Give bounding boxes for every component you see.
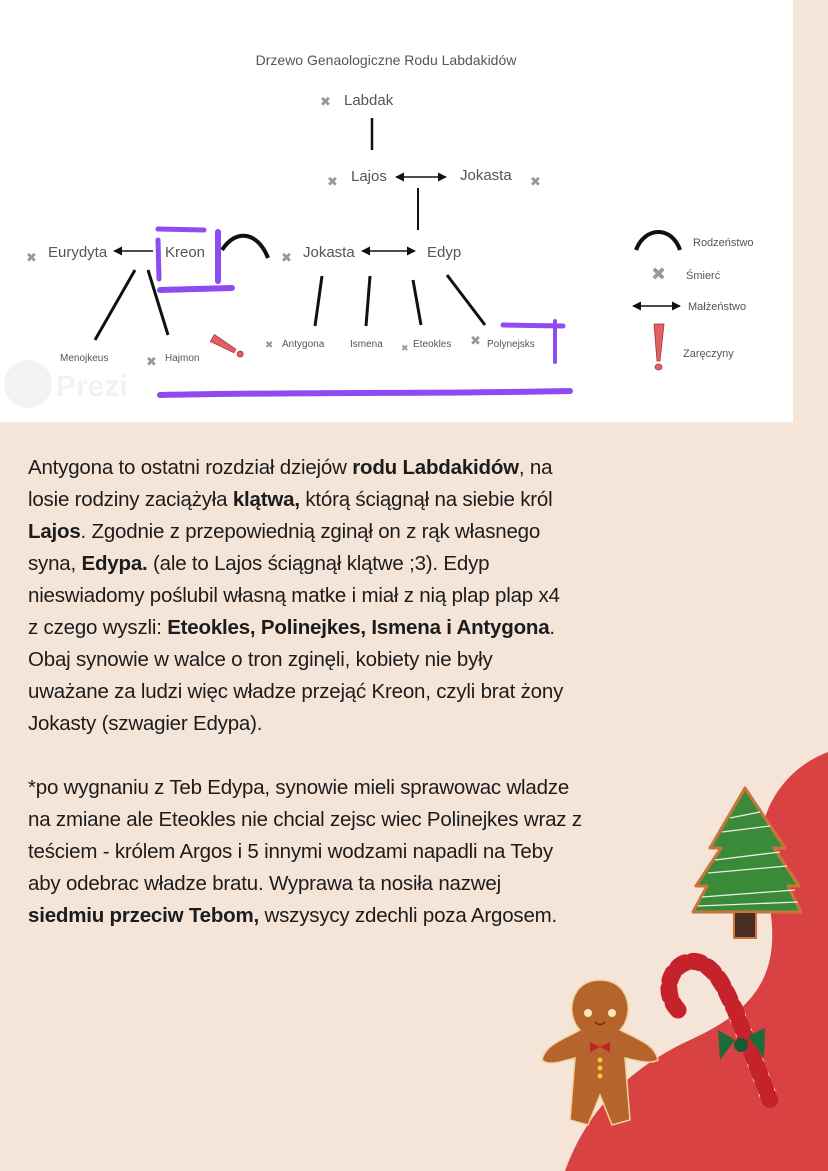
text: *po wygnaniu z Teb Edypa, synowie mieli sprawowac wladze bbox=[28, 776, 570, 799]
node-menojkeus: Menojkeus bbox=[60, 353, 109, 364]
node-jokasta-top: Jokasta bbox=[460, 167, 512, 184]
text: wszysycy zdechli poza Argosem. bbox=[259, 904, 558, 927]
text-line bbox=[28, 772, 582, 804]
text: Antygona to ostatni rozdział dziejów bbox=[28, 456, 353, 479]
death-icon: ✖ bbox=[327, 174, 338, 189]
node-jokasta: Jokasta bbox=[303, 244, 355, 261]
node-lajos: Lajos bbox=[351, 168, 387, 185]
death-icon: ✖ bbox=[651, 264, 667, 284]
text-line bbox=[28, 612, 563, 644]
legend-siblings: Rodzeństwo bbox=[693, 237, 754, 249]
death-icon: ✖ bbox=[265, 340, 274, 351]
text: teściem - królem Argos i 5 innymi wodzami napadli na Teby bbox=[28, 840, 553, 863]
node-ismena: Ismena bbox=[350, 339, 383, 350]
family-tree-diagram bbox=[0, 0, 793, 422]
node-edyp: Edyp bbox=[427, 244, 462, 261]
bold-text: siedmiu przeciw Tebom, bbox=[28, 904, 260, 927]
death-icon: ✖ bbox=[281, 250, 292, 265]
text: , na bbox=[518, 456, 553, 479]
text: losie rodziny zaciążyła bbox=[28, 488, 233, 511]
bold-text: Edypa. bbox=[81, 552, 148, 575]
text: na zmiane ale Eteokles nie chcial zejsc wiec Polinejkes wraz z bbox=[28, 808, 582, 831]
text: Jokasty (szwagier Edypa). bbox=[28, 712, 263, 735]
text: którą ściągnął na siebie król bbox=[299, 488, 553, 511]
text-line bbox=[28, 484, 563, 516]
legend-death: Śmierć bbox=[686, 270, 721, 282]
text-line bbox=[28, 900, 582, 932]
text: . Zgodnie z przepowiednią zginął on z rąk własnego bbox=[80, 520, 541, 543]
paragraph-family-history bbox=[28, 452, 563, 740]
text-line bbox=[28, 580, 563, 612]
node-labdak: Labdak bbox=[344, 92, 394, 109]
diagram-title: Drzewo Genaologiczne Rodu Labdakidów bbox=[255, 52, 517, 68]
death-icon: ✖ bbox=[470, 333, 481, 348]
death-icon: ✖ bbox=[320, 94, 331, 109]
legend-engagement: Zaręczyny bbox=[683, 348, 734, 360]
text: syna, bbox=[28, 552, 82, 575]
legend-marriage: Małżeństwo bbox=[688, 301, 747, 313]
text: nieswiadomy poślubil własną matke i miał z nią plap plap x4 bbox=[28, 584, 560, 607]
text-line bbox=[28, 868, 582, 900]
text-line bbox=[28, 644, 563, 676]
node-polynejsks: Polynejsks bbox=[487, 339, 535, 350]
text: (ale to Lajos ściągnął klątwe ;3). Edyp bbox=[147, 552, 490, 575]
death-icon: ✖ bbox=[401, 343, 409, 353]
death-icon: ✖ bbox=[146, 354, 157, 369]
text: z czego wyszli: bbox=[28, 616, 168, 639]
svg-text:Prezi: Prezi bbox=[56, 370, 128, 403]
bold-text: Lajos bbox=[28, 520, 81, 543]
bold-text: klątwa, bbox=[232, 488, 300, 511]
text: Obaj synowie w walce o tron zginęli, kobiety nie były bbox=[28, 648, 493, 671]
node-antygona: Antygona bbox=[282, 339, 325, 350]
bold-text: Eteokles, Polinejkes, Ismena i Antygona bbox=[167, 616, 550, 639]
death-icon: ✖ bbox=[26, 250, 37, 265]
text: uważane za ludzi więc władze przejąć Kreon, czyli brat żony bbox=[28, 680, 564, 703]
text-line bbox=[28, 516, 563, 548]
bold-text: rodu Labdakidów bbox=[352, 456, 519, 479]
node-eurydyta: Eurydyta bbox=[48, 244, 108, 261]
node-eteokles: Eteokles bbox=[413, 339, 452, 350]
text-line bbox=[28, 548, 563, 580]
text-line bbox=[28, 676, 563, 708]
text: . bbox=[549, 616, 555, 639]
node-hajmon: Hajmon bbox=[165, 353, 200, 364]
text: aby odebrac władze bratu. Wyprawa ta nosiła nazwej bbox=[28, 872, 501, 895]
text-line bbox=[28, 708, 563, 740]
text-line bbox=[28, 836, 582, 868]
node-kreon: Kreon bbox=[165, 244, 206, 261]
text-line bbox=[28, 804, 582, 836]
text-line bbox=[28, 452, 563, 484]
death-icon: ✖ bbox=[530, 174, 541, 189]
paragraph-seven-against-thebes bbox=[28, 772, 582, 932]
